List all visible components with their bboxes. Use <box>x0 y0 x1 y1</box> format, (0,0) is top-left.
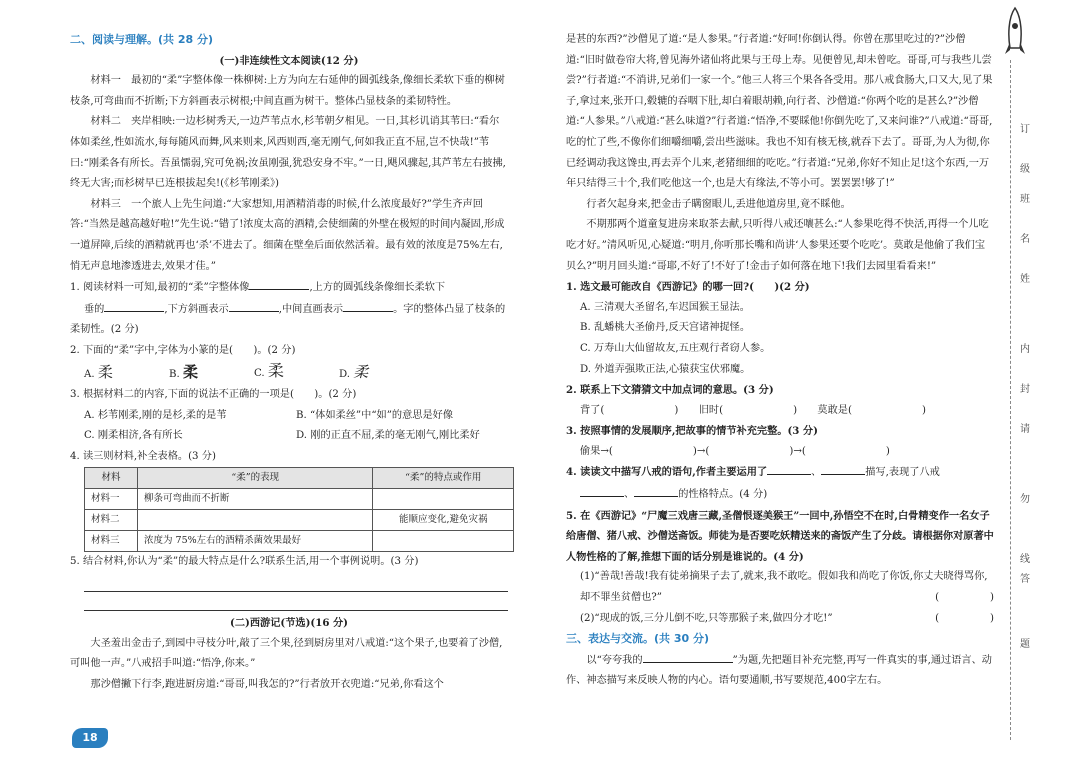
margin-char: 订 <box>1020 124 1030 135</box>
margin-char: 级 <box>1020 164 1030 175</box>
answer-blank[interactable] <box>249 277 309 290</box>
part-2-title: (二)西游记(节选)(16 分) <box>230 617 348 630</box>
option-a[interactable]: A. 杉苇刚柔,刚的是杉,柔的是苇 <box>84 409 227 421</box>
rocket-icon <box>1000 6 1030 66</box>
answer-line[interactable] <box>84 573 508 592</box>
table-row: 材料三 浓度为 75%左右的酒精杀菌效果最好 <box>85 531 514 552</box>
material-1: 材料一 最初的“柔”字整体像一株柳树:上方为向左右延伸的圆弧线条,像细长柔软下垂的柳树枝条,可弯曲而不折断;下方斜画表示树根;中间直画为树干。整体凸显枝条的柔韧特性。 <box>70 75 505 107</box>
question-1: 1. 阅读材料一可知,最初的“柔”字整体像 ,上方的圆弧线条像细长柔软下 垂的 ,下方斜画表示 ,中间直画表示 。字的整体凸显了枝条的柔韧性。(2 分) <box>70 277 508 341</box>
option-b[interactable]: B. 柔 <box>169 362 198 381</box>
table-row: 材料一 柳条可弯曲而不折断 <box>85 489 514 510</box>
option-a[interactable]: A. 三清观大圣留名,车迟国猴王显法。 <box>580 301 750 313</box>
margin-char: 答 <box>1020 574 1030 585</box>
table-row: 材料二 能顺应变化,避免灾祸 <box>85 510 514 531</box>
answer-paren[interactable]: ( ) <box>935 592 994 604</box>
section-2-heading: 二、阅读与理解。(共 28 分) <box>70 33 214 46</box>
passage-paragraph: 是甚的东西?”沙僧见了道:“是人参果。”行者道:“好呵!你倒认得。你曾在那里吃过的?”沙僧道:“旧时做卷帘大将,曾见海外诸仙将此果与王母上寿。见便曾见,却未曾吃。哥哥,可与我些儿尝尝?”行者道:“不消讲,兄弟们一家一个。”他三人将三个果各各受用。那八戒食肠大,口又大,见了果子,拿过来,张开口,毂辘的吞咽下肚,却白着眼胡赖,向行者、沙僧道:“你两个吃的是甚么?”沙僧道:“人参果。”八戒道:“甚么味道?”行者道:“悟净,不要睬他!你倒先吃了,又来问谁?”八戒道:“哥哥,吃的忙了些,不像你们细嚼细嚼,尝出些滋味。我也不知有核无核,就吞下去了。哥哥,为人为彻,你已经调动我这馋虫,再去弄个儿来,老猪细细的吃吃。”行者道:“兄弟,你好不知止足!这个东西,一万年只结得三十个,我们吃他这一个,也是大有缘法,不等小可。罢罢罢!够了!” <box>566 34 993 190</box>
composition-prompt: 以“夸夸我的 ”为题,先把题目补充完整,再写一件真实的事,通过语言、动作、神态描写来反映人物的内心。语句要通顺,书写要规范,400字左右。 <box>566 650 994 692</box>
quote-2: (2)“现成的饭,三分儿倒不吃,只等那猴子来,做四分才吃!” ( ) <box>566 609 994 630</box>
quote-1: (1)“善哉!善哉!我有徒弟摘果子去了,就来,我不敢吃。假如我和尚吃了你饭,你丈夫晓得骂你,却不罪坐贫僧也?” ( ) <box>566 567 994 608</box>
passage-paragraph: 不期那两个道童复进房来取茶去献,只听得八戒还嚷甚么:“人参果吃得不快活,再得一个儿吃吃才好。”清风听见,心疑道:“明月,你听那长嘴和尚讲‘人参果还要个吃吃’。莫敢是他偷了我们宝贝么?”明月回头道:“哥耶,不好了!不好了!金击子如何落在地下!我们去园里看看来!” <box>566 219 989 272</box>
margin-char: 姓 <box>1020 274 1030 285</box>
option-a[interactable]: A. 柔 <box>84 362 113 381</box>
right-column <box>566 30 994 692</box>
plot-sequence[interactable]: 偷果→( )→( )→( ) <box>580 445 890 457</box>
option-d[interactable]: D. 柔 <box>339 362 369 381</box>
margin-char: 封 <box>1020 384 1030 395</box>
margin-char: 内 <box>1020 344 1030 355</box>
option-c[interactable]: C. 刚柔相济,各有所长 <box>84 430 183 442</box>
answer-blank[interactable] <box>634 484 678 497</box>
question-3: 3. 按照事情的发展顺序,把故事的情节补充完整。(3 分) <box>566 425 818 438</box>
margin-char: 请 <box>1020 424 1030 435</box>
question-4: 4. 读三则材料,补全表格。(3 分) <box>70 450 216 462</box>
option-d[interactable]: D. 外道弄强欺正法,心猿获宝伏邪魔。 <box>580 363 751 375</box>
question-1: 1. 选文最可能改自《西游记》的哪一回?( )(2 分) <box>566 281 810 294</box>
question-2-answers[interactable]: 背了( ) 旧时( ) 莫敢是( ) <box>580 404 926 416</box>
answer-blank[interactable] <box>580 484 624 497</box>
option-c[interactable]: C. 柔 <box>254 362 284 380</box>
margin-char: 题 <box>1020 639 1030 650</box>
material-table <box>84 467 514 552</box>
question-2: 2. 联系上下文猜猜文中加点词的意思。(3 分) <box>566 384 774 397</box>
answer-paren[interactable]: ( ) <box>935 612 994 624</box>
margin-char: 勿 <box>1020 494 1030 505</box>
passage-paragraph: 行者欠起身来,把金击子瞒窗眼儿,丢进他道房里,竟不睬他。 <box>586 198 851 210</box>
part-1-title: (一)非连续性文本阅读(12 分) <box>219 54 359 67</box>
question-4: 4. 读读文中描写八戒的语句,作者主要运用了 、 描写,表现了八戒 、 的性格特点。(4 分) <box>566 462 994 505</box>
margin-char: 名 <box>1020 234 1030 245</box>
passage-paragraph: 大圣羞出金击子,到园中寻枝分叶,敲了三个果,径到厨房里对八戒道:“这个果子,也要着了沙僧,可叫他一声。”八戒招手叫道:“悟净,你来。” <box>70 637 503 670</box>
question-5: 5. 在《西游记》“尸魔三戏唐三藏,圣僧恨逐美猴王”一回中,孙悟空不在时,白骨精变作一名女子给唐僧、猪八戒、沙僧送斋饭。师徒为是否要吃妖精送来的斋饭产生了分歧。请根据你对原著中人物性格的了解,推想下面的话分别是谁说的。(4 分) <box>566 509 994 563</box>
answer-line[interactable] <box>84 592 508 611</box>
answer-cell[interactable] <box>373 489 514 510</box>
answer-blank[interactable] <box>821 462 865 475</box>
option-b[interactable]: B. 乱蟠桃大圣偷丹,反天宫诸神捉怪。 <box>580 322 751 334</box>
answer-cell[interactable] <box>373 531 514 552</box>
answer-cell[interactable] <box>138 510 373 531</box>
binding-line <box>1010 60 1011 740</box>
question-5: 5. 结合材料,你认为“柔”的最大特点是什么?联系生活,用一个事例说明。(3 分) <box>70 556 419 568</box>
question-3: 3. 根据材料二的内容,下面的说法不正确的一项是( )。(2 分) <box>70 389 357 401</box>
answer-blank[interactable] <box>343 299 393 312</box>
material-2: 材料二 夹岸相映:一边杉树秀天,一边芦苇点水,杉苇朝夕相见。一日,其杉讥诮其苇曰:“看尔体如柔丝,性如流水,每每随风而舞,风来则来,风西则西,毫无刚气,何如我正直不屈,岂不快哉!”苇曰:“刚柔各有所长。吾虽懦弱,究可免祸;汝虽刚强,犹恐安身不牢。”一日,飓风骤起,其芦苇左右披拂,终无大害;而杉树早已连根拔起矣!(《杉苇刚柔》) <box>70 116 506 190</box>
answer-blank[interactable] <box>104 299 164 312</box>
question-2: 2. 下面的“柔”字中,字体为小篆的是( )。(2 分) <box>70 344 296 356</box>
material-3: 材料三 一个旅人上先生问道:“大家想知,用酒精消毒的时候,什么浓度最好?”学生齐声回答:“当然是越高越好啦!”先生说:“错了!浓度太高的酒精,会使细菌的外壁在极短的时间内凝固,形成一道屏障,后续的酒精就再也‘杀’不进去了。细菌在壁垒后面依然活着。最有效的浓度是75%左右,悄无声息地渗透进去,效果才佳。” <box>70 198 505 272</box>
answer-blank[interactable] <box>767 462 811 475</box>
section-3-heading: 三、表达与交流。(共 30 分) <box>566 632 710 646</box>
margin-char: 线 <box>1020 554 1030 565</box>
option-c[interactable]: C. 万寿山大仙留故友,五庄观行者窃人参。 <box>580 342 771 354</box>
passage-paragraph: 那沙僧撇下行李,跑进厨房道:“哥哥,叫我怎的?”行者放开衣兜道:“兄弟,你看这个 <box>90 678 444 690</box>
left-column <box>70 30 508 695</box>
option-b[interactable]: B. “体如柔丝”中“如”的意思是好像 <box>296 409 454 421</box>
page-number: 18 <box>72 728 108 748</box>
margin-char: 班 <box>1020 194 1030 205</box>
title-blank[interactable] <box>643 650 733 663</box>
option-d[interactable]: D. 刚的正直不屈,柔的毫无刚气,刚比柔好 <box>296 430 480 442</box>
table-header: 材料 “柔”的表现 “柔”的特点或作用 <box>85 468 514 489</box>
question-2-options <box>70 362 508 386</box>
answer-blank[interactable] <box>229 299 279 312</box>
